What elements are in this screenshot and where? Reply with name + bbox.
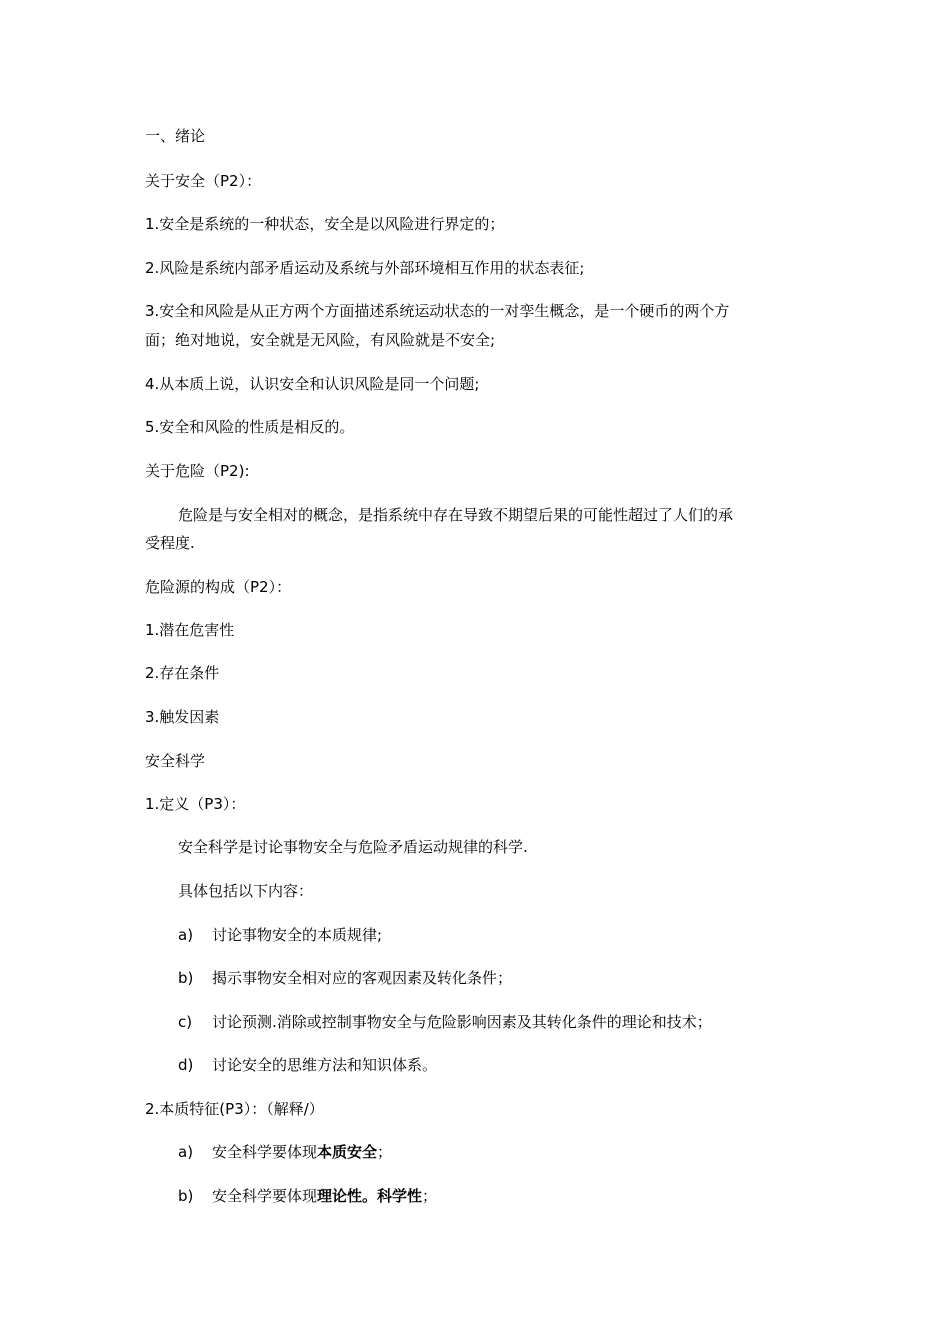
danger-paragraph-line1: 危险是与安全相对的概念，是指系统中存在导致不期望后果的可能性超过了人们的承 xyxy=(178,506,734,524)
feature-suffix: ； xyxy=(422,1187,438,1205)
list-item-text: 讨论事物安全的本质规律; xyxy=(212,926,383,944)
list-item-text: 讨论预测.消除或控制事物安全与危险影响因素及其转化条件的理论和技术； xyxy=(212,1013,712,1031)
definition-title: 1.定义（P3）： xyxy=(145,795,246,813)
feature-bold: 理论性。科学性 xyxy=(317,1187,423,1205)
safety-item-1: 1.安全是系统的一种状态，安全是以风险进行界定的； xyxy=(145,215,505,233)
feature-item-label: a) xyxy=(178,1143,194,1161)
list-item-label: a) xyxy=(178,926,194,944)
hazard-item-1: 1.潜在危害性 xyxy=(145,621,235,639)
includes-text: 具体包括以下内容： xyxy=(178,882,314,900)
safety-item-5: 5.安全和风险的性质是相反的。 xyxy=(145,418,355,436)
list-item-text: 讨论安全的思维方法和知识体系。 xyxy=(212,1056,438,1074)
definition-text: 安全科学是讨论事物安全与危险矛盾运动规律的科学. xyxy=(178,838,528,856)
feature-prefix: 安全科学要体现 xyxy=(212,1143,318,1161)
hazard-item-3: 3.触发因素 xyxy=(145,708,220,726)
safety-item-3-line1: 3.安全和风险是从正方两个方面描述系统运动状态的一对孪生概念，是一个硬币的两个方 xyxy=(145,302,730,320)
safety-item-3-line2: 面；绝对地说，安全就是无风险，有风险就是不安全; xyxy=(145,331,496,349)
list-item-label: d) xyxy=(178,1056,194,1074)
feature-item-text xyxy=(212,1186,437,1206)
section-heading: 一、绪论 xyxy=(145,127,206,145)
danger-title: 关于危险（P2): xyxy=(145,462,250,480)
feature-bold: 本质安全 xyxy=(317,1143,378,1161)
danger-paragraph-line2: 受程度. xyxy=(145,534,195,552)
hazard-item-2: 2.存在条件 xyxy=(145,664,220,682)
list-item-label: b) xyxy=(178,969,194,987)
feature-item-text xyxy=(212,1142,392,1162)
list-item-label: c) xyxy=(178,1013,193,1031)
safety-item-2: 2.风险是系统内部矛盾运动及系统与外部环境相互作用的状态表征; xyxy=(145,259,585,277)
features-title: 2.本质特征(P3）：（解释/） xyxy=(145,1100,324,1118)
safety-item-4: 4.从本质上说，认识安全和认识风险是同一个问题; xyxy=(145,375,480,393)
feature-item-label: b) xyxy=(178,1187,194,1205)
safety-title: 关于安全（P2）： xyxy=(145,172,262,190)
hazard-title: 危险源的构成（P2）： xyxy=(145,578,292,596)
list-item-text: 揭示事物安全相对应的客观因素及转化条件； xyxy=(212,969,513,987)
science-title: 安全科学 xyxy=(145,752,206,770)
feature-suffix: ； xyxy=(377,1143,393,1161)
feature-prefix: 安全科学要体现 xyxy=(212,1187,318,1205)
